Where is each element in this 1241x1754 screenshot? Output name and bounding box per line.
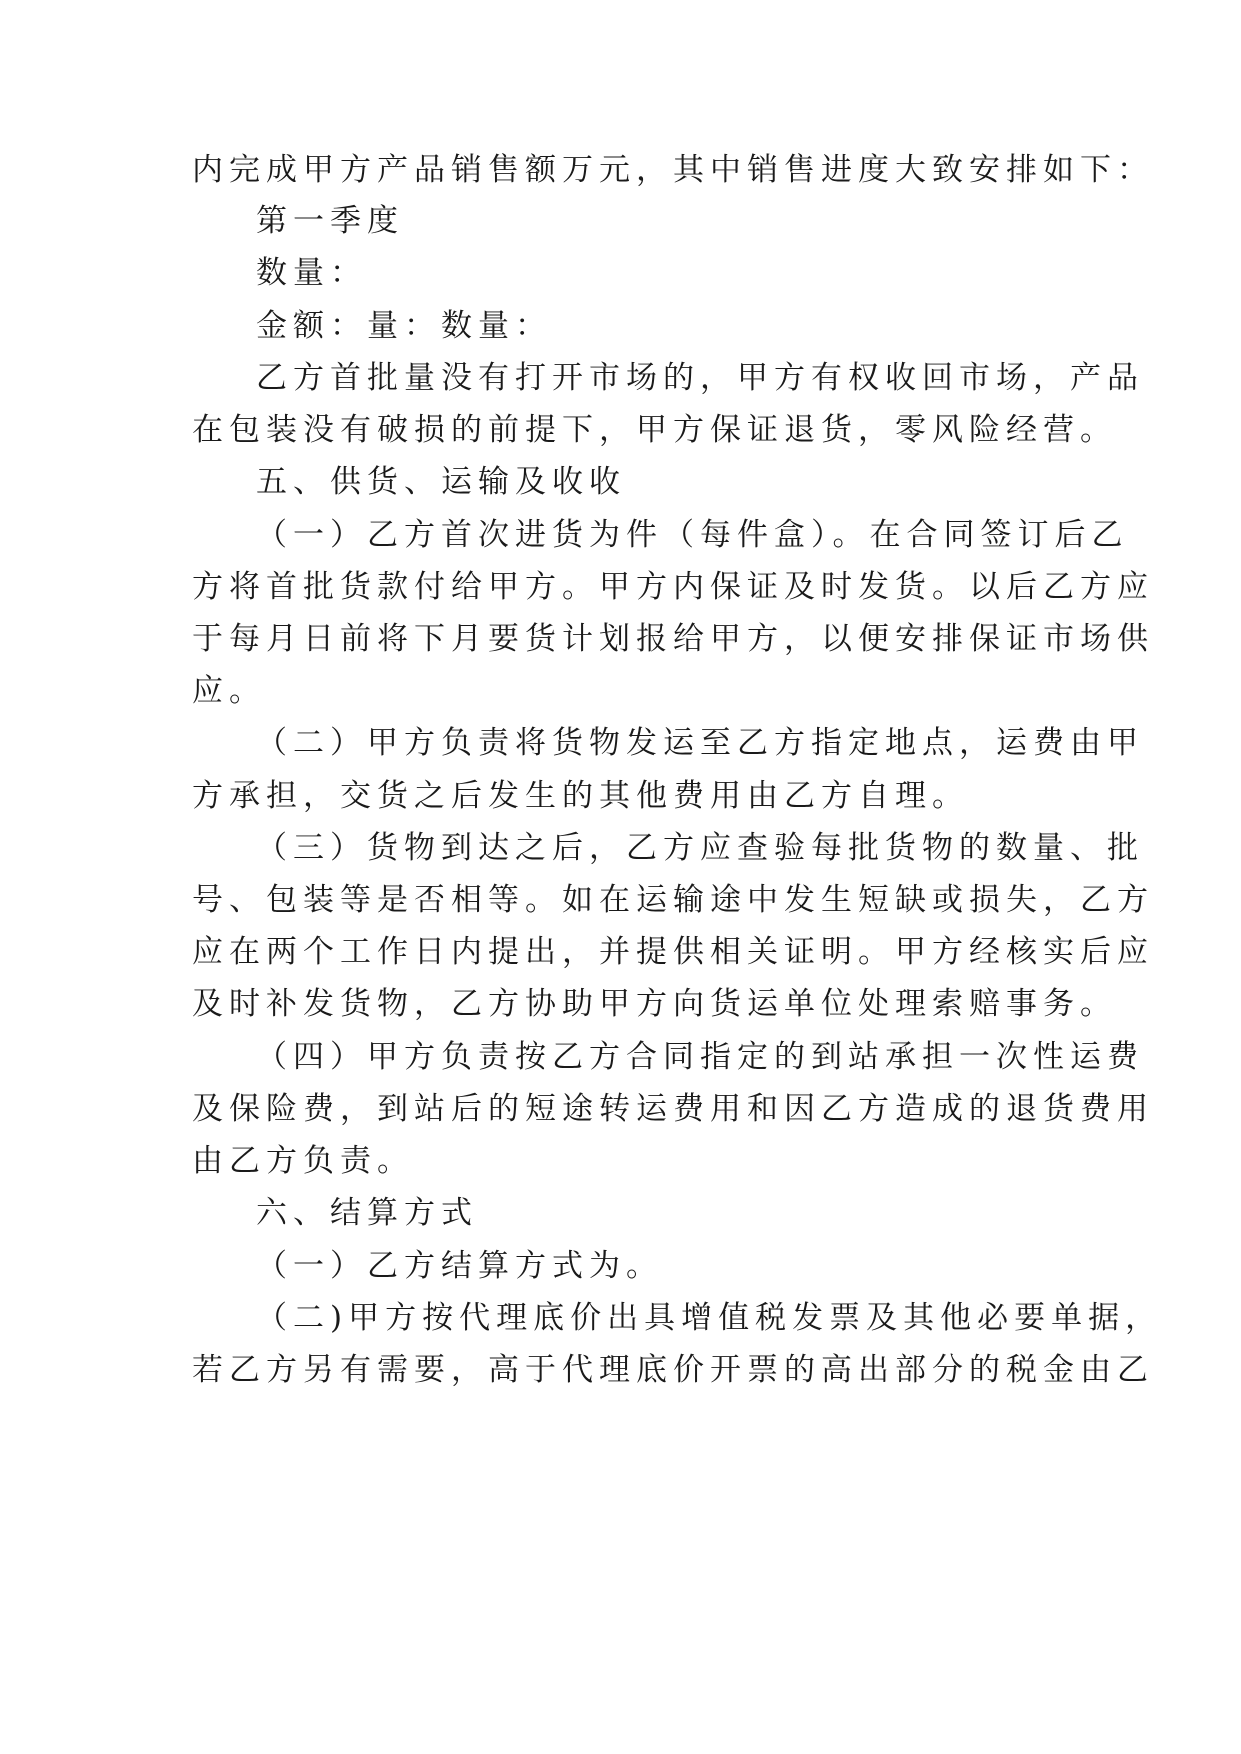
text-line: 乙方首批量没有打开市场的，甲方有权收回市场，产品 [256,360,1144,396]
text-line: 方承担，交货之后发生的其他费用由乙方自理。 [192,778,969,814]
section-heading: 六、结算方式 [256,1195,478,1231]
text-line: （三）货物到达之后，乙方应查验每批货物的数量、批 [256,830,1144,866]
text-line: 第一季度 [256,203,404,239]
text-line: （一）乙方结算方式为。 [256,1248,663,1284]
text-line: 在包装没有破损的前提下，甲方保证退货，零风险经营。 [192,412,1117,448]
section-heading: 五、供货、运输及收收 [256,464,626,500]
text-line: （四）甲方负责按乙方合同指定的到站承担一次性运费 [256,1039,1144,1075]
text-line: 应在两个工作日内提出，并提供相关证明。甲方经核实后应 [192,934,1154,970]
text-line: 及保险费，到站后的短途转运费用和因乙方造成的退货费用 [192,1091,1154,1127]
text-line: 金额：量：数量： [256,308,552,344]
text-line: （二）甲方负责将货物发运至乙方指定地点，运费由甲 [256,725,1144,761]
text-line: （一）乙方首次进货为件（每件盒）。在合同签订后乙 [256,517,1129,553]
text-line: （二)甲方按代理底价出具增值税发票及其他必要单据， [256,1300,1163,1336]
text-line: 由乙方负责。 [192,1143,414,1179]
text-line: 应。 [192,673,266,709]
text-line: 方将首批货款付给甲方。甲方内保证及时发货。以后乙方应 [192,569,1154,605]
text-line: 若乙方另有需要，高于代理底价开票的高出部分的税金由乙 [192,1352,1154,1388]
text-line: 于每月日前将下月要货计划报给甲方，以便安排保证市场供 [192,621,1154,657]
text-line: 数量： [256,255,367,291]
text-line: 及时补发货物，乙方协助甲方向货运单位处理索赔事务。 [192,986,1117,1022]
text-line: 号、包装等是否相等。如在运输途中发生短缺或损失，乙方 [192,882,1154,918]
text-line: 内完成甲方产品销售额万元，其中销售进度大致安排如下： [192,152,1154,188]
